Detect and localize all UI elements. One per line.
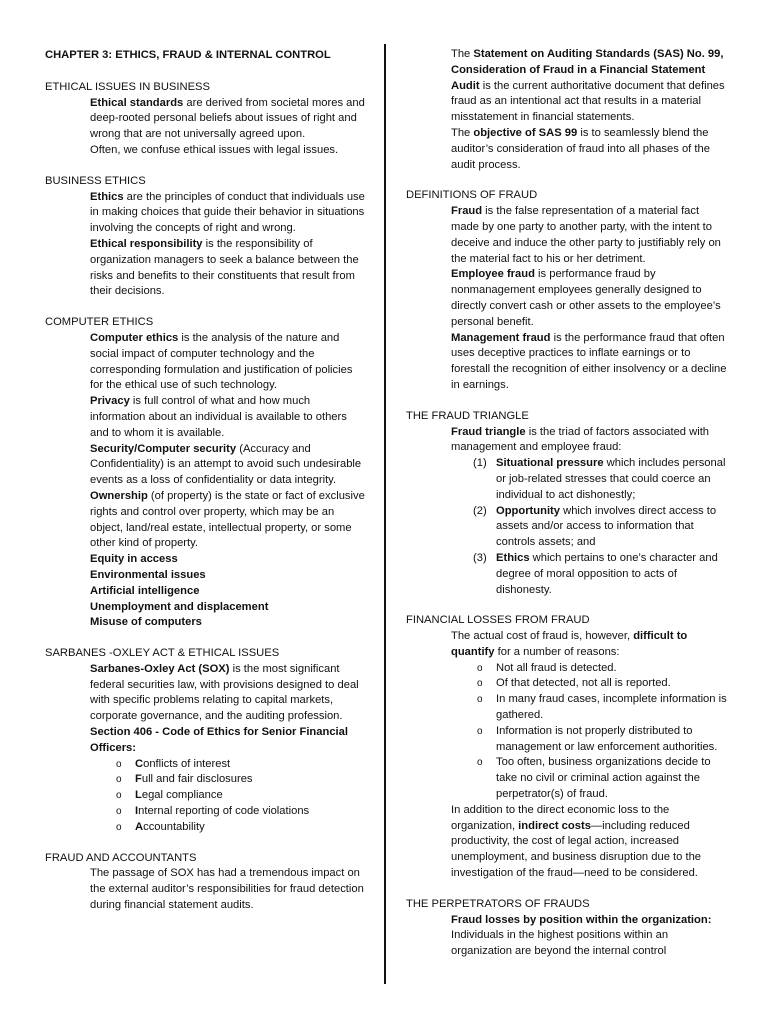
- term: Ethical standards: [90, 96, 184, 109]
- left-column: [45, 48, 368, 929]
- initial: A: [135, 820, 144, 833]
- item-text: —including reduced productivity, the cost of legal action, increased unemployment, and business disruption due to the investigation of the fraud—need to be considered.: [451, 819, 702, 880]
- definition: is performance fraud by nonmanagement employees generally designed to directly convert cash or other assets to the employee’s personal benefit.: [451, 268, 721, 328]
- list-item: [45, 442, 368, 489]
- term: Misuse of computers: [90, 616, 202, 629]
- chapter-title: CHAPTER 3: ETHICS, FRAUD & INTERNAL CONTROL: [45, 49, 331, 61]
- term: Opportunity: [496, 504, 561, 517]
- term: Fraud: [451, 205, 483, 218]
- definition: is the performance fraud that often uses deceptive practices to inflate earnings or to forestall the recognition of either insolvency or a decline in earnings.: [451, 331, 727, 391]
- initial: C: [135, 757, 144, 770]
- section-financial-losses: [406, 613, 728, 882]
- term: Privacy: [90, 395, 130, 408]
- item-text: Often, we confuse ethical issues with legal issues.: [90, 143, 339, 156]
- item-text: for a number of reasons:: [494, 645, 620, 658]
- term: Equity in access: [90, 553, 178, 566]
- definition: is the analysis of the nature and social impact of computer technology and the corresponding formulation and justification of policies for the ethical use of such technology.: [90, 331, 353, 392]
- list-item: [45, 237, 368, 300]
- circle-bullet-icon: o: [116, 790, 122, 802]
- term: Situational pressure: [496, 457, 604, 470]
- circle-bullet-icon: o: [477, 725, 483, 737]
- definition: are the principles of conduct that individuals use in making choices that guide their behavior in situations involving the concepts of right and wrong.: [90, 190, 365, 235]
- term: Unemployment and displacement: [90, 600, 269, 613]
- circle-bullet-icon: o: [116, 806, 122, 818]
- section-perpetrators: [406, 897, 728, 960]
- section-heading: ETHICAL ISSUES IN BUSINESS: [45, 80, 210, 93]
- initial: F: [135, 773, 142, 786]
- list-item: [406, 803, 728, 882]
- sub-item: [406, 661, 728, 677]
- section-fraud-triangle: [406, 409, 728, 599]
- item-text: The passage of SOX has had a tremendous impact on the external auditor’s responsibilities for fraud detection during financial statement audits.: [90, 867, 364, 912]
- list-item: [45, 662, 368, 725]
- definition: is to seamlessly blend the auditor’s consideration of fraud into all phases of the audit process.: [451, 126, 710, 171]
- sub-text: ccountability: [143, 820, 205, 833]
- circle-bullet-icon: o: [116, 821, 122, 833]
- section-heading: FINANCIAL LOSSES FROM FRAUD: [406, 614, 590, 627]
- sub-item: [45, 788, 368, 804]
- list-item: [45, 96, 368, 143]
- list-item: [406, 204, 728, 267]
- item-number: (3): [473, 551, 487, 564]
- list-item: [45, 190, 368, 237]
- circle-bullet-icon: o: [477, 678, 483, 690]
- sub-text: onflicts of interest: [143, 757, 231, 770]
- definition: is the triad of factors associated with management and employee fraud:: [451, 425, 710, 454]
- section-definitions-of-fraud: [406, 188, 728, 393]
- definition: is the false representation of a material fact made by one party to another party, with the intent to deceive and induce the other party to justifiably rely on the material fact to his or her detriment.: [451, 205, 721, 265]
- numbered-item: [406, 551, 728, 598]
- definition: is the current authoritative document that defines fraud as an intentional act that results in a material misstatement in financial statements.: [451, 79, 725, 124]
- term: Employee fraud: [451, 268, 535, 281]
- list-item: [45, 394, 368, 441]
- term: Sarbanes-Oxley Act (SOX): [90, 662, 230, 675]
- term: Computer ethics: [90, 331, 179, 344]
- section-heading: COMPUTER ETHICS: [45, 316, 154, 329]
- definition: which pertains to one’s character and degree of moral opposition to acts of dishonesty.: [496, 551, 718, 596]
- section-business-ethics: [45, 174, 368, 300]
- initial: L: [135, 789, 142, 802]
- item-number: (1): [473, 457, 487, 470]
- term: objective of SAS 99: [473, 126, 578, 139]
- section-heading: THE FRAUD TRIANGLE: [406, 409, 529, 422]
- sub-item: [406, 755, 728, 802]
- list-item: [406, 629, 728, 661]
- section-sox: [45, 646, 368, 836]
- list-item: [45, 866, 368, 913]
- term: Ethics: [90, 190, 124, 203]
- item-text: The actual cost of fraud is, however,: [451, 630, 634, 643]
- list-item: [406, 331, 728, 394]
- numbered-item: [406, 504, 728, 551]
- list-item: [45, 331, 368, 394]
- circle-bullet-icon: o: [116, 758, 122, 770]
- definition: (Accuracy and Confidentiality) is an attempt to avoid such undesirable events as a loss of confidentiality or data integrity.: [90, 442, 362, 487]
- sub-text: nternal reporting of code violations: [138, 805, 310, 818]
- term: Security/Computer security: [90, 442, 237, 455]
- section-computer-ethics: [45, 315, 368, 631]
- sub-item: [45, 757, 368, 773]
- sub-item: [45, 804, 368, 820]
- definition: (of property) is the state or fact of exclusive rights and control over property, which may be an object, land/real estate, intellectual property, or some other kind of property.: [90, 489, 365, 550]
- sub-item: [406, 676, 728, 692]
- circle-bullet-icon: o: [477, 662, 483, 674]
- circle-bullet-icon: o: [477, 694, 483, 706]
- section-fraud-accountants: [45, 851, 368, 914]
- term: Statement on Auditing Standards (SAS) No. 99, Consideration of Fraud in a Financial Statement Audit: [451, 48, 724, 92]
- term: Environmental issues: [90, 568, 206, 581]
- section-heading: FRAUD AND ACCOUNTANTS: [45, 851, 197, 864]
- section-heading: SARBANES -OXLEY ACT & ETHICAL ISSUES: [45, 647, 280, 660]
- list-item: [45, 615, 368, 631]
- sub-text: In many fraud cases, incomplete information is gathered.: [496, 693, 727, 722]
- circle-bullet-icon: o: [477, 757, 483, 769]
- list-item: [45, 600, 368, 616]
- section-heading: DEFINITIONS OF FRAUD: [406, 189, 538, 202]
- list-item: [45, 584, 368, 600]
- item-text: The: [451, 48, 474, 60]
- list-item: [406, 267, 728, 330]
- term: Ethics: [496, 551, 530, 564]
- definition: are derived from societal mores and deep-rooted personal beliefs about issues of right and wrong that are not universally agreed upon.: [90, 96, 365, 141]
- term: indirect costs: [518, 819, 591, 832]
- list-item: [406, 425, 728, 457]
- term: difficult to quantify: [451, 630, 688, 658]
- section-heading: THE PERPETRATORS OF FRAUDS: [406, 897, 590, 910]
- definition: which includes personal or job-related stresses that could coerce an individual to act dishonestly;: [496, 457, 726, 501]
- item-text: In addition to the direct economic loss to the organization,: [451, 803, 670, 832]
- term: Artificial intelligence: [90, 584, 200, 597]
- term: Ethical responsibility: [90, 237, 203, 250]
- term: Management fraud: [451, 331, 551, 344]
- section-sas99: [406, 47, 728, 173]
- list-item: [406, 913, 728, 960]
- circle-bullet-icon: o: [116, 774, 122, 786]
- list-item: [406, 47, 728, 126]
- list-item: [45, 568, 368, 584]
- sub-text: Of that detected, not all is reported.: [496, 677, 671, 690]
- list-item: [45, 725, 368, 757]
- term: Fraud losses by position within the organization:: [451, 913, 712, 926]
- sub-item: [45, 772, 368, 788]
- definition: which involves direct access to assets and/or access to information that controls assets; and: [496, 504, 717, 549]
- section-heading: BUSINESS ETHICS: [45, 174, 146, 187]
- initial: I: [135, 805, 139, 818]
- sub-text: Too often, business organizations decide to take no civil or criminal action against the perpetrator(s) of fraud.: [496, 756, 711, 801]
- sub-text: egal compliance: [141, 789, 223, 802]
- list-item: [45, 143, 368, 159]
- right-column: [406, 47, 728, 975]
- sub-item: [406, 724, 728, 756]
- definition: Individuals in the highest positions within an organization are beyond the internal control: [451, 929, 669, 958]
- definition: is the responsibility of organization managers to seek a balance between the risks and benefits to their constituents that result from their decisions.: [90, 237, 359, 298]
- definition: is full control of what and how much information about an individual is available to others and to whom it is available.: [90, 395, 347, 439]
- sub-text: Not all fraud is detected.: [496, 661, 617, 674]
- item-number: (2): [473, 504, 487, 517]
- term: Section 406 - Code of Ethics for Senior Financial Officers:: [90, 726, 348, 754]
- sub-text: Information is not properly distributed to management or law enforcement authorities.: [496, 724, 718, 753]
- term: Ownership: [90, 489, 148, 502]
- section-ethical-issues: [45, 80, 368, 159]
- definition: is the most significant federal securities law, with provisions designed to deal with specific problems relating to capital markets, corporate governance, and the auditing profession.: [90, 662, 359, 723]
- term: Fraud triangle: [451, 425, 526, 438]
- sub-text: ull and fair disclosures: [141, 773, 253, 786]
- numbered-item: [406, 456, 728, 503]
- list-item: [45, 552, 368, 568]
- list-item: [406, 126, 728, 173]
- sub-item: [45, 820, 368, 836]
- sub-item: [406, 692, 728, 724]
- list-item: [45, 489, 368, 552]
- item-text: The: [451, 126, 474, 139]
- column-divider: [384, 44, 386, 984]
